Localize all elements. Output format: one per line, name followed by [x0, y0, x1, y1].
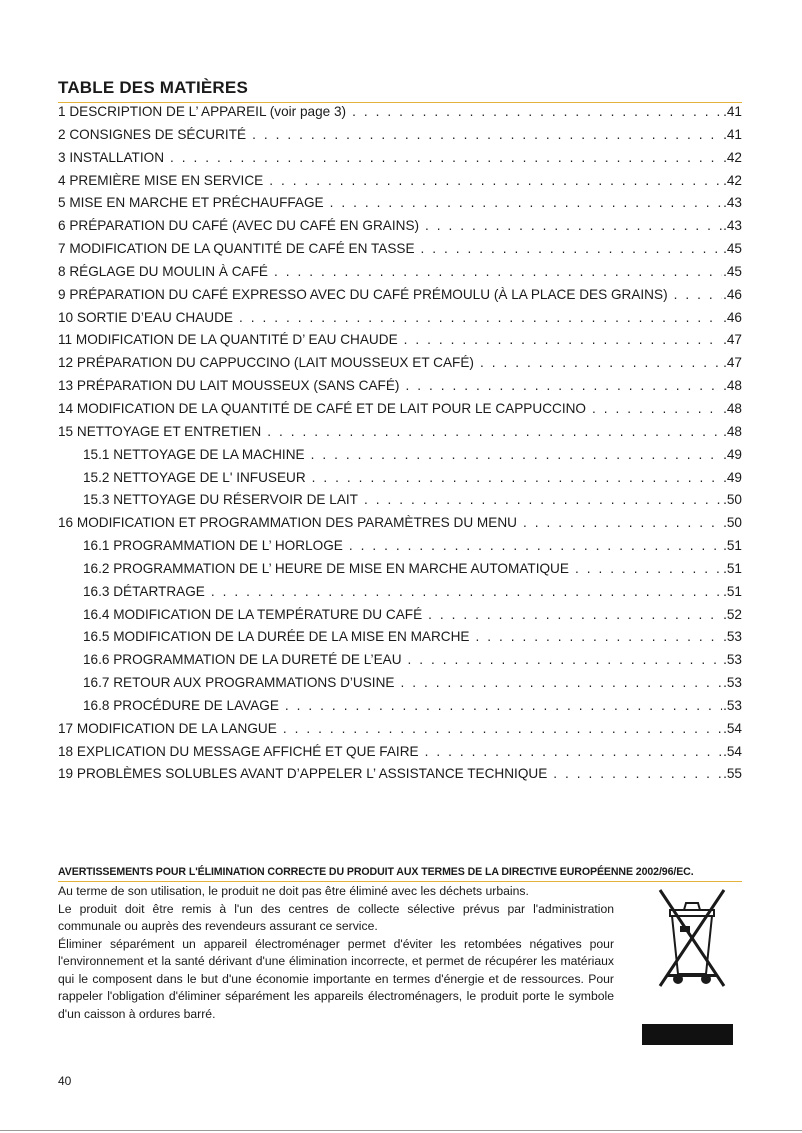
toc-entry-page: .48: [723, 378, 742, 394]
crossed-out-wheeled-bin-icon: [656, 886, 728, 998]
toc-leader-dots: [311, 447, 722, 462]
toc-leader-dots: [476, 629, 723, 644]
toc-entry-page: .45: [723, 241, 742, 257]
toc-leader-dots: [674, 287, 723, 302]
page-number: 40: [58, 1074, 72, 1088]
toc-entry: [58, 104, 742, 127]
toc-entry-label: 5 MISE EN MARCHE ET PRÉCHAUFFAGE: [58, 195, 324, 211]
toc-entry-page: .54: [723, 743, 742, 759]
toc-entry-page: .51: [723, 538, 742, 554]
toc-entry-page: .49: [723, 446, 742, 462]
toc-entry: [58, 173, 742, 196]
toc-entry-label: 8 RÉGLAGE DU MOULIN À CAFÉ: [58, 263, 268, 279]
toc-leader-dots: [312, 470, 722, 485]
toc-subentry: [58, 561, 742, 584]
toc-leader-dots: [428, 607, 722, 622]
toc-leader-dots: [349, 538, 722, 553]
toc-leader-dots: [269, 173, 722, 188]
toc-entry: [58, 515, 742, 538]
toc-subentry: [58, 538, 742, 561]
toc-subentry: [58, 675, 742, 698]
toc-entry-page: .48: [723, 423, 742, 439]
disposal-paragraph: Au terme de son utilisation, le produit ne doit pas être éliminé avec les déchets urbains.: [58, 884, 529, 898]
toc-entry-page: .51: [723, 583, 742, 599]
toc-entry-label: 15.3 NETTOYAGE DU RÉSERVOIR DE LAIT: [83, 492, 358, 508]
toc-leader-dots: [404, 332, 722, 347]
toc-leader-dots: [592, 401, 722, 416]
toc-subentry: [58, 584, 742, 607]
toc-entry-page: .50: [723, 515, 742, 531]
toc-entry-page: .43: [723, 218, 742, 234]
toc-entry-page: .54: [723, 720, 742, 736]
toc-entry: [58, 310, 742, 333]
toc-entry-page: .42: [723, 172, 742, 188]
toc-entry-label: 10 SORTIE D’EAU CHAUDE: [58, 309, 233, 325]
toc-leader-dots: [523, 515, 722, 530]
toc-entry: [58, 287, 742, 310]
toc-leader-dots: [405, 378, 722, 393]
toc-leader-dots: [239, 310, 722, 325]
toc-entry-label: 16.2 PROGRAMMATION DE L’ HEURE DE MISE EN MARCHE AUTOMATIQUE: [83, 560, 569, 576]
toc-leader-dots: [575, 561, 722, 576]
toc-entry-label: 16.7 RETOUR AUX PROGRAMMATIONS D’USINE: [83, 675, 395, 691]
toc-subentry: [58, 652, 742, 675]
toc-entry-page: .41: [723, 126, 742, 142]
toc-entry-page: .47: [723, 332, 742, 348]
toc-leader-dots: [330, 195, 722, 210]
toc-entry-label: 14 MODIFICATION DE LA QUANTITÉ DE CAFÉ ET DE LAIT POUR LE CAPPUCCINO: [58, 400, 586, 416]
toc-leader-dots: [267, 424, 722, 439]
toc-entry-label: 16.3 DÉTARTRAGE: [83, 583, 205, 599]
disposal-paragraph: Éliminer séparément un appareil électroménager permet d'éviter les retombées négatives pour l'environnement et la santé dérivant d'une élimination incorrecte, et permet de récupérer les matériaux qui le composent dans le but d'une économie importante en termes d'énergie et de ressources. Pour rappeler l'obligation d'éliminer séparément les appareils électroménagers, le produit porte le symbole d'un caisson à ordures barré.: [58, 936, 614, 1021]
toc-entry-label: 17 MODIFICATION DE LA LANGUE: [58, 720, 277, 736]
toc-leader-dots: [408, 652, 723, 667]
toc-list: [58, 104, 742, 789]
toc-leader-dots: [364, 492, 722, 507]
toc-entry-page: .45: [723, 263, 742, 279]
toc-title: TABLE DES MATIÈRES: [58, 78, 248, 97]
toc-leader-dots: [553, 766, 722, 781]
toc-entry: [58, 744, 742, 767]
toc-entry-page: .42: [723, 149, 742, 165]
toc-subentry: [58, 629, 742, 652]
toc-entry-label: 15 NETTOYAGE ET ENTRETIEN: [58, 423, 262, 439]
toc-entry-label: 6 PRÉPARATION DU CAFÉ (AVEC DU CAFÉ EN GRAINS): [58, 218, 420, 234]
toc-entry-page: .43: [723, 195, 742, 211]
toc-entry: [58, 766, 742, 789]
toc-entry: [58, 378, 742, 401]
toc-entry-page: .41: [723, 104, 742, 119]
toc-entry-label: 7 MODIFICATION DE LA QUANTITÉ DE CAFÉ EN TASSE: [58, 241, 415, 257]
toc-entry: [58, 264, 742, 287]
toc-entry-label: 16.8 PROCÉDURE DE LAVAGE: [83, 697, 279, 713]
toc-entry-page: .53: [723, 675, 742, 691]
bottom-rule: [0, 1130, 802, 1131]
toc-entry-page: .47: [723, 355, 742, 371]
toc-entry-page: .50: [723, 492, 742, 508]
toc-leader-dots: [211, 584, 722, 599]
toc-subentry: [58, 447, 742, 470]
toc-leader-dots: [352, 104, 722, 119]
toc-entry-label: 2 CONSIGNES DE SÉCURITÉ: [58, 126, 247, 142]
toc-entry-page: .52: [723, 606, 742, 622]
toc-entry-label: 15.1 NETTOYAGE DE LA MACHINE: [83, 446, 305, 462]
toc-title-rule: [58, 102, 742, 103]
toc-entry-label: 16.1 PROGRAMMATION DE L’ HORLOGE: [83, 538, 343, 554]
toc-entry-page: .46: [723, 286, 742, 302]
disposal-text: [58, 883, 614, 1023]
disposal-title: AVERTISSEMENTS POUR L'ÉLIMINATION CORRECTE DU PRODUIT AUX TERMES DE LA DIRECTIVE EUROPÉENNE 2002/96/EC.: [58, 866, 694, 878]
toc-entry-label: 3 INSTALLATION: [58, 149, 165, 165]
toc-entry-page: .51: [723, 560, 742, 576]
toc-entry-page: .48: [723, 400, 742, 416]
toc-entry: [58, 150, 742, 173]
disposal-title-rule: [58, 881, 742, 882]
toc-entry-label: 15.2 NETTOYAGE DE L' INFUSEUR: [83, 469, 306, 485]
toc-entry-page: .49: [723, 469, 742, 485]
toc-entry: [58, 127, 742, 150]
toc-entry-label: 18 EXPLICATION DU MESSAGE AFFICHÉ ET QUE FAIRE: [58, 743, 419, 759]
toc-leader-dots: [425, 744, 723, 759]
toc-entry-label: 16.5 MODIFICATION DE LA DURÉE DE LA MISE EN MARCHE: [83, 629, 470, 645]
toc-entry: [58, 332, 742, 355]
toc-leader-dots: [425, 218, 722, 233]
toc-subentry: [58, 607, 742, 630]
toc-subentry: [58, 492, 742, 515]
toc-entry-page: .53: [723, 697, 742, 713]
toc-entry: [58, 401, 742, 424]
toc-entry: [58, 195, 742, 218]
toc-entry: [58, 721, 742, 744]
toc-subentry: [58, 470, 742, 493]
toc-entry-label: 13 PRÉPARATION DU LAIT MOUSSEUX (SANS CAFÉ): [58, 378, 400, 394]
toc-entry: [58, 424, 742, 447]
toc-entry-page: .53: [723, 652, 742, 668]
toc-entry-page: .55: [723, 766, 742, 782]
toc-entry-label: 16.6 PROGRAMMATION DE LA DURETÉ DE L’EAU: [83, 652, 402, 668]
toc-leader-dots: [274, 264, 722, 279]
toc-entry-label: 9 PRÉPARATION DU CAFÉ EXPRESSO AVEC DU CAFÉ PRÉMOULU (À LA PLACE DES GRAINS): [58, 286, 668, 302]
disposal-symbol-bar: [642, 1024, 733, 1045]
toc-leader-dots: [400, 675, 722, 690]
toc-entry-label: 1 DESCRIPTION DE L’ APPAREIL (voir page 3): [58, 104, 347, 119]
toc-entry-label: 16 MODIFICATION ET PROGRAMMATION DES PARAMÈTRES DU MENU: [58, 515, 517, 531]
toc-leader-dots: [170, 150, 722, 165]
toc-entry: [58, 218, 742, 241]
disposal-paragraph: Le produit doit être remis à l'un des centres de collecte sélective prévus par l'administration communale ou auprès des revendeurs assurant ce service.: [58, 901, 614, 933]
toc-entry: [58, 355, 742, 378]
toc-entry-page: .53: [723, 629, 742, 645]
toc-entry-page: .46: [723, 309, 742, 325]
toc-entry-label: 19 PROBLÈMES SOLUBLES AVANT D’APPELER L’ ASSISTANCE TECHNIQUE: [58, 766, 548, 782]
toc-leader-dots: [421, 241, 723, 256]
toc-entry: [58, 241, 742, 264]
toc-leader-dots: [285, 698, 722, 713]
toc-entry-label: 12 PRÉPARATION DU CAPPUCCINO (LAIT MOUSSEUX ET CAFÉ): [58, 355, 474, 371]
toc-leader-dots: [283, 721, 722, 736]
toc-leader-dots: [480, 355, 722, 370]
toc-entry-label: 11 MODIFICATION DE LA QUANTITÉ D’ EAU CHAUDE: [58, 332, 398, 348]
toc-entry-label: 4 PREMIÈRE MISE EN SERVICE: [58, 172, 264, 188]
toc-subentry: [58, 698, 742, 721]
toc-leader-dots: [252, 127, 722, 142]
toc-entry-label: 16.4 MODIFICATION DE LA TEMPÉRATURE DU CAFÉ: [83, 606, 423, 622]
